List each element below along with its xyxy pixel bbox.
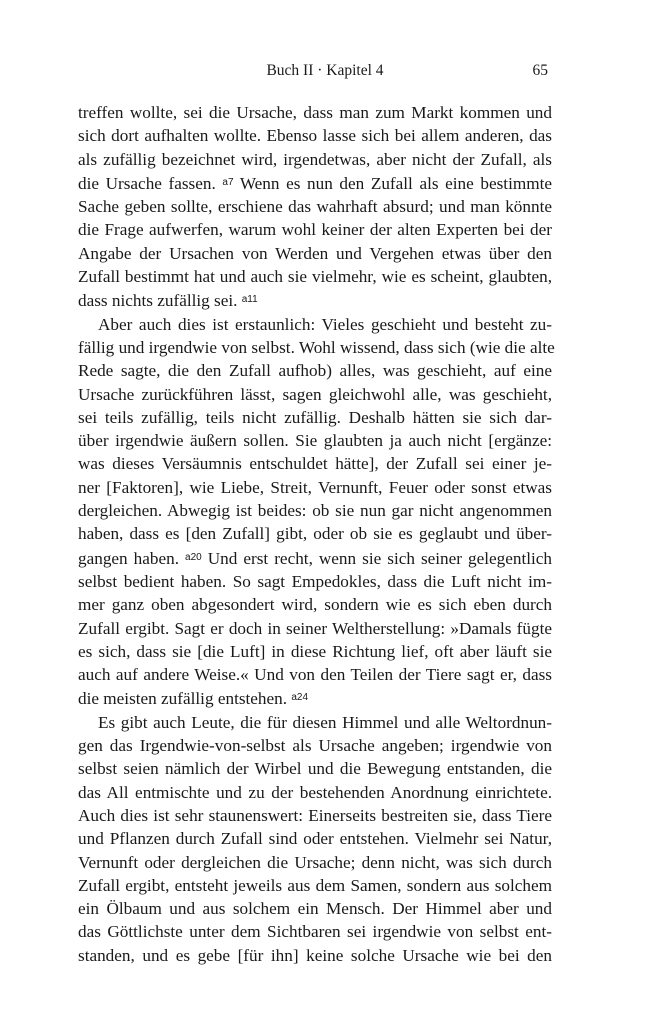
- line-text: und Pflanzen durch Zufall sind oder entstehen. Vielmehr sei Natur,: [78, 829, 552, 849]
- bekker-marker: a20: [185, 551, 202, 563]
- line-text: selbst bedient haben. So sagt Empedokles, dass die Luft nicht im-: [78, 571, 552, 591]
- text-line: [78, 101, 552, 124]
- line-text: Aber auch dies ist erstaunlich: Vieles geschieht und besteht zu-: [98, 314, 552, 334]
- text-line: [78, 686, 552, 710]
- line-text: gangen haben.: [78, 548, 179, 568]
- line-text: ein Ölbaum und aus solchem ein Mensch. Der Himmel aber und: [78, 899, 552, 919]
- line-text: standen, und es gebe [für ihn] keine solche Ursache wie bei den: [78, 945, 552, 965]
- running-header: [0, 62, 650, 82]
- text-line: [78, 313, 552, 336]
- line-text: haben, dass es [den Zufall] gibt, oder ob sie es geglaubt und über-: [78, 524, 552, 544]
- bekker-marker: a24: [291, 692, 309, 704]
- text-line: [78, 218, 552, 241]
- text-line: [78, 242, 552, 265]
- text-line: [78, 171, 552, 195]
- line-text: die Ursache fassen.: [78, 173, 216, 193]
- line-text: die Frage aufwerfen, warum wohl keiner der alten Experten bei der: [78, 220, 552, 240]
- line-text: dass nichts zufällig sei.: [78, 291, 238, 311]
- line-text: treffen wollte, sei die Ursache, dass man zum Markt kommen und: [78, 103, 552, 122]
- line-text: das All entmischte und zu der bestehenden Anordnung einrichtete.: [78, 782, 552, 802]
- line-text: selbst seien nämlich der Wirbel und die Bewegung entstanden, die: [78, 759, 552, 779]
- text-line: [78, 944, 552, 967]
- text-line: [78, 406, 552, 429]
- bekker-marker: a11: [241, 294, 258, 306]
- line-text: Angabe der Ursachen von Werden und Vergehen etwas über den: [78, 243, 552, 263]
- text-line: [78, 757, 552, 780]
- text-line: [78, 827, 552, 850]
- text-line: [78, 499, 552, 522]
- text-line: [78, 734, 552, 757]
- line-text: gen das Irgendwie-von-selbst als Ursache angeben; irgendwie von: [78, 736, 552, 756]
- line-text: es sich, dass sie [die Luft] in diese Richtung lief, oft aber läuft sie: [78, 641, 552, 661]
- line-text: Ursache zurückführen lässt, sagen gleichwohl alle, was geschieht,: [78, 384, 552, 404]
- text-line: [78, 570, 552, 593]
- text-body: [78, 101, 555, 967]
- text-line: [78, 663, 552, 686]
- line-text: das Göttlichste unter dem Sichtbaren sei irgendwie von selbst ent-: [78, 922, 552, 942]
- line-text: sei teils zufällig, teils nicht zufällig. Deshalb hätten sie sich dar-: [78, 407, 552, 427]
- paragraph: [78, 711, 552, 967]
- text-line: [78, 195, 552, 218]
- bekker-marker: a7: [222, 176, 234, 188]
- line-text: was dieses Versäumnis entschuldet hätte], der Zufall sei einer je-: [78, 454, 552, 474]
- line-text: Auch dies ist sehr staunenswert: Einerseits bestreiten sie, dass Tiere: [78, 805, 552, 825]
- text-line: [78, 288, 552, 312]
- text-line: [78, 640, 552, 663]
- text-line: [78, 546, 552, 570]
- running-title: Buch II · Kapitel 4: [266, 62, 384, 79]
- line-text: dergleichen. Abwegig ist beides: ob sie nun gar nicht angenommen: [78, 501, 552, 521]
- line-text: fällig und irgendwie von selbst. Wohl wissend, dass sich (wie die alte: [78, 337, 555, 357]
- text-line: [78, 476, 552, 499]
- text-line: [78, 359, 552, 382]
- text-line: [78, 711, 552, 734]
- line-text: als zufällig bezeichnet wird, irgendetwas, aber nicht der Zufall, als: [78, 149, 552, 169]
- text-line: [78, 265, 552, 288]
- line-text: Rede sagte, die den Zufall aufhob) alles, was geschieht, auf eine: [78, 361, 552, 381]
- line-text: über irgendwie äußern sollen. Sie glaubten ja auch nicht [ergänze:: [78, 431, 552, 451]
- text-line: [78, 148, 552, 171]
- paragraph: [78, 313, 555, 711]
- text-line: [78, 452, 552, 475]
- line-text: Es gibt auch Leute, die für diesen Himmel und alle Weltordnun-: [98, 712, 552, 732]
- text-line: [78, 124, 552, 147]
- line-text: Wenn es nun den Zufall als eine bestimmte: [239, 173, 552, 193]
- line-text: Zufall ergibt. Sagt er doch in seiner Weltherstellung: »Damals fügte: [78, 618, 552, 638]
- text-line: [78, 781, 552, 804]
- text-line: [78, 920, 552, 943]
- page-number: 65: [532, 62, 548, 79]
- line-text: auch auf andere Weise.« Und von den Teilen der Tiere sagt er, dass: [78, 665, 552, 685]
- line-text: ner [Faktoren], wie Liebe, Streit, Vernunft, Feuer oder sonst etwas: [78, 477, 552, 497]
- line-text: Sache geben sollte, erschiene das wahrhaft absurd; und man könnte: [78, 197, 552, 217]
- paragraph: [78, 101, 552, 313]
- text-line: [78, 383, 552, 406]
- line-text: Und erst recht, wenn sie sich seiner gelegentlich: [207, 548, 553, 568]
- text-line: [78, 804, 552, 827]
- line-text: Zufall bestimmt hat und auch sie vielmehr, wie es scheint, glaubten,: [78, 267, 552, 287]
- line-text: mer ganz oben abgesondert wird, sondern wie es sich eben durch: [78, 595, 552, 615]
- text-line: [78, 874, 552, 897]
- text-line: [78, 897, 552, 920]
- text-line: [78, 593, 552, 616]
- text-line: [78, 429, 552, 452]
- text-line: [78, 522, 552, 545]
- line-text: Vernunft oder dergleichen die Ursache; denn nicht, was sich durch: [78, 852, 552, 872]
- text-line: [78, 617, 552, 640]
- text-line: [78, 851, 552, 874]
- text-line: [78, 336, 555, 359]
- line-text: die meisten zufällig entstehen.: [78, 689, 288, 709]
- line-text: Zufall ergibt, entsteht jeweils aus dem Samen, sondern aus solchem: [78, 875, 552, 895]
- line-text: sich dort aufhalten wollte. Ebenso lasse sich bei allem anderen, das: [78, 126, 552, 146]
